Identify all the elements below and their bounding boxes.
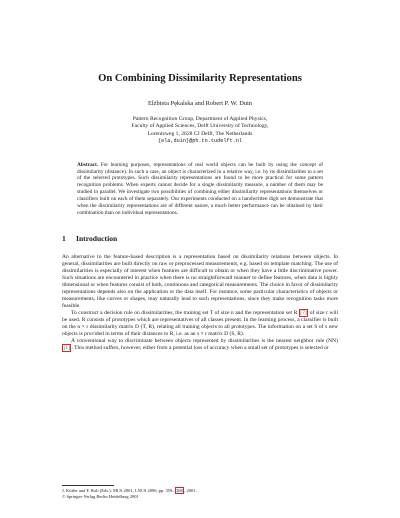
section-number: 1 xyxy=(62,233,66,243)
footnote-divider xyxy=(62,485,114,486)
affiliation-line-3: Lorentzweg 1, 2628 CJ Delft, The Netherlands xyxy=(147,130,253,137)
section-heading xyxy=(62,234,338,244)
paragraph-3-text-b: . This method suffers, however, either from a potential loss of accuracy when a small set of prototypes is selected or xyxy=(71,345,329,352)
paragraph-3 xyxy=(62,338,338,352)
paragraph-2-text-a: To construct a decision rule on dissimilarities, the training set T of size n and the representation set R xyxy=(71,310,299,317)
footnote-copyright: © Springer-Verlag Berlin Heidelberg 2001 xyxy=(62,493,139,499)
section-title: Introduction xyxy=(76,233,118,243)
author-email: {ela,duin}@ph.tn.tudelft.nl xyxy=(157,138,243,145)
abstract-label: Abstract. xyxy=(77,161,99,168)
paper-title: On Combining Dissimilarity Representations xyxy=(98,73,302,84)
paragraph-2-text-b: of size r will be used. R consists of prototypes which are representatives of all classes present. In the learning process, a classifier is built on the n × r dissimilarity matrix D (T, R), relating all training objects to all prototypes. The information on a set S of s new objects is provided in terms of their distances to R, i.e. as an s × r matrix D (S, R). xyxy=(62,310,338,338)
affiliation xyxy=(62,116,338,146)
paragraph-3-text-a: A conventional way to discriminate between objects represented by dissimilarities is the nearest neighbor rule (NN) xyxy=(71,338,338,345)
footnote-year: , 2001. xyxy=(184,488,197,493)
abstract-text: For learning purposes, representations of real world objects can be built by using the concept of dissimilarity (distance). In such a case, an object is characterized in a relative way, i.e. by its dissimilarities to a set of the selected prototypes. Such dissimilarity representations are found to be more practical for some pattern recognition problems. When experts cannot decide for a single dissimilarity measure, a number of them may be studied in parallel. We investigate two possibilities of combining either dissimilarity representations themselves or classifiers built on each of them separately. Our experiments conducted on a handwritten digit set demonstrate that when the dissimilarity representations are of different nature, a much better performance can be obtained by their combination than on individual representations. xyxy=(77,161,323,216)
citation-link-1[interactable]: [1] xyxy=(63,345,70,352)
body-text xyxy=(62,254,338,353)
abstract xyxy=(77,162,323,217)
footnote xyxy=(62,488,338,500)
page-range-link[interactable]: 368 xyxy=(176,488,183,493)
paragraph-2 xyxy=(62,310,338,338)
affiliation-line-1: Pattern Recognition Group, Department of Applied Physics, xyxy=(132,116,268,122)
authors: Elżbieta Pękalska and Robert P. W. Duin xyxy=(147,100,252,107)
citation-link-7[interactable]: [7] xyxy=(300,310,307,317)
footnote-citation-text: J. Kittler and F. Roli (Eds.): MCS 2001, LNCS 2096, pp. 359– xyxy=(62,488,175,493)
paragraph-1: An alternative to the feature-based description is a representation based on dissimilarity relations between objects. In general, dissimilarities are built directly on raw or preprocessed measurements, e.g. based on template matching. The use of dissimilarities is especially of interest when features are difficult to obtain or when they have a little discriminative power. Such situations are encountered in practice when there is no straightforward manner to define features, when data is highly dimensional or when features consist of both, continuous and categorical measurements. The choice in favor of dissimilarity representations depends also on the application or the data itself. For instance, some particular characteristics of objects or measurements, like curves or shapes, may naturally lead to such representations, since they make recognition tasks more feasible. xyxy=(62,253,338,310)
affiliation-line-2: Faculty of Applied Sciences, Delft University of Technology, xyxy=(131,123,269,130)
